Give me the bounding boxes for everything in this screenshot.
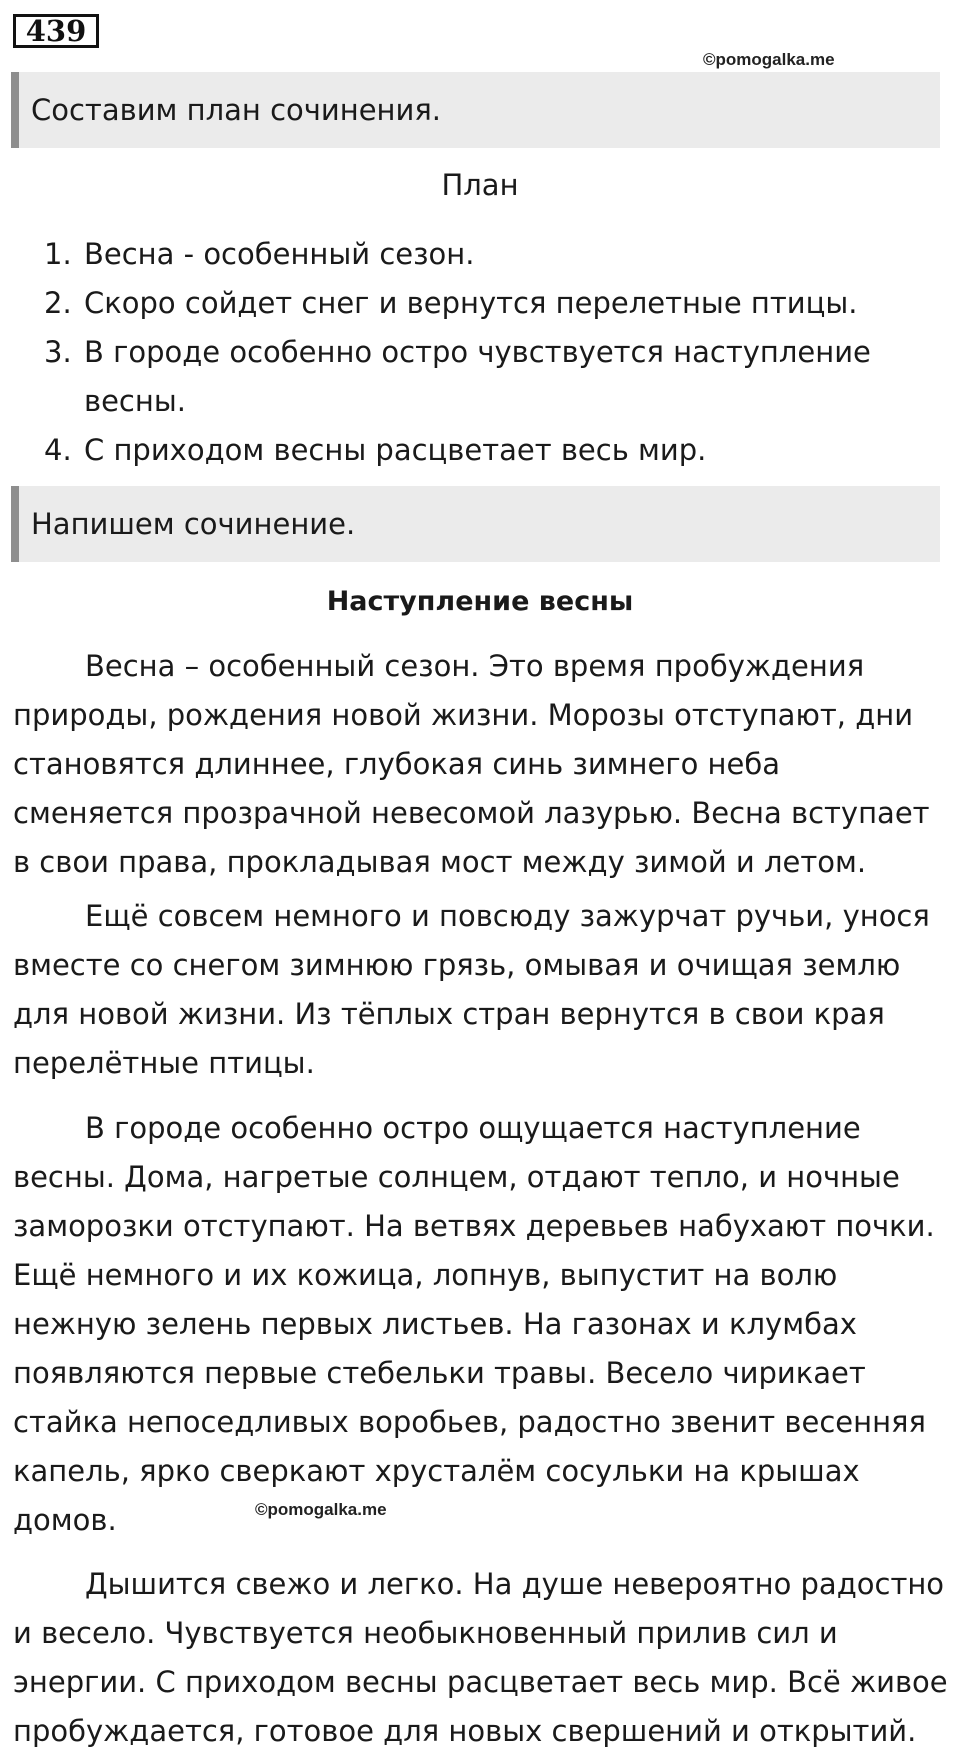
plan-title: План bbox=[441, 168, 519, 202]
exercise-number: 439 bbox=[13, 14, 99, 48]
plan-list bbox=[44, 230, 944, 475]
essay-paragraph: Ещё совсем немного и повсюду зажурчат ручьи, унося вместе со снегом зимнюю грязь, омывая и очищая землю для новой жизни. Из тёплых стран вернутся в свои края перелётные птицы. bbox=[13, 899, 930, 1080]
essay-paragraph: Весна – особенный сезон. Это время пробуждения природы, рождения новой жизни. Морозы отступают, дни становятся длиннее, глубокая синь зимнего неба сменяется прозрачной невесомой лазурью. Весна вступает в свои права, прокладывая мост между зимой и летом. bbox=[13, 649, 930, 879]
plan-item-text: Весна - особенный сезон. bbox=[84, 237, 475, 271]
essay-paragraph: Дышится свежо и легко. На душе невероятно радостно и весело. Чувствуется необыкновенный прилив сил и энергии. С приходом весны расцветает весь мир. Всё живое пробуждается, готовое для новых свершений и открытий. bbox=[13, 1567, 948, 1748]
plan-item bbox=[44, 328, 944, 426]
plan-item bbox=[44, 279, 944, 328]
watermark-top: ©pomogalka.me bbox=[703, 50, 835, 69]
plan-item-number: 2. bbox=[44, 286, 72, 320]
task-heading-plan: Составим план сочинения. bbox=[11, 72, 940, 148]
plan-item-number: 3. bbox=[44, 335, 72, 369]
essay-title: Наступление весны bbox=[326, 586, 634, 617]
plan-item-text: С приходом весны расцветает весь мир. bbox=[84, 433, 707, 467]
plan-item-text: Скоро сойдет снег и вернутся перелетные птицы. bbox=[84, 286, 858, 320]
plan-item-number: 1. bbox=[44, 237, 72, 271]
task-heading-essay: Напишем сочинение. bbox=[11, 486, 940, 562]
plan-item bbox=[44, 426, 944, 475]
essay-paragraph: В городе особенно остро ощущается наступление весны. Дома, нагретые солнцем, отдают тепло, и ночные заморозки отступают. На ветвях деревьев набухают почки. Ещё немного и их кожица, лопнув, выпустит на волю нежную зелень первых листьев. На газонах и клумбах появляются первые стебельки травы. Весело чирикает стайка непоседливых воробьев, радостно звенит весенняя капель, ярко сверкают хрусталём сосульки на крышах домов. bbox=[13, 1111, 935, 1537]
plan-item-number: 4. bbox=[44, 433, 72, 467]
watermark-middle: ©pomogalka.me bbox=[255, 1500, 387, 1519]
plan-item-text: В городе особенно остро чувствуется наступление весны. bbox=[84, 335, 871, 418]
plan-item bbox=[44, 230, 944, 279]
